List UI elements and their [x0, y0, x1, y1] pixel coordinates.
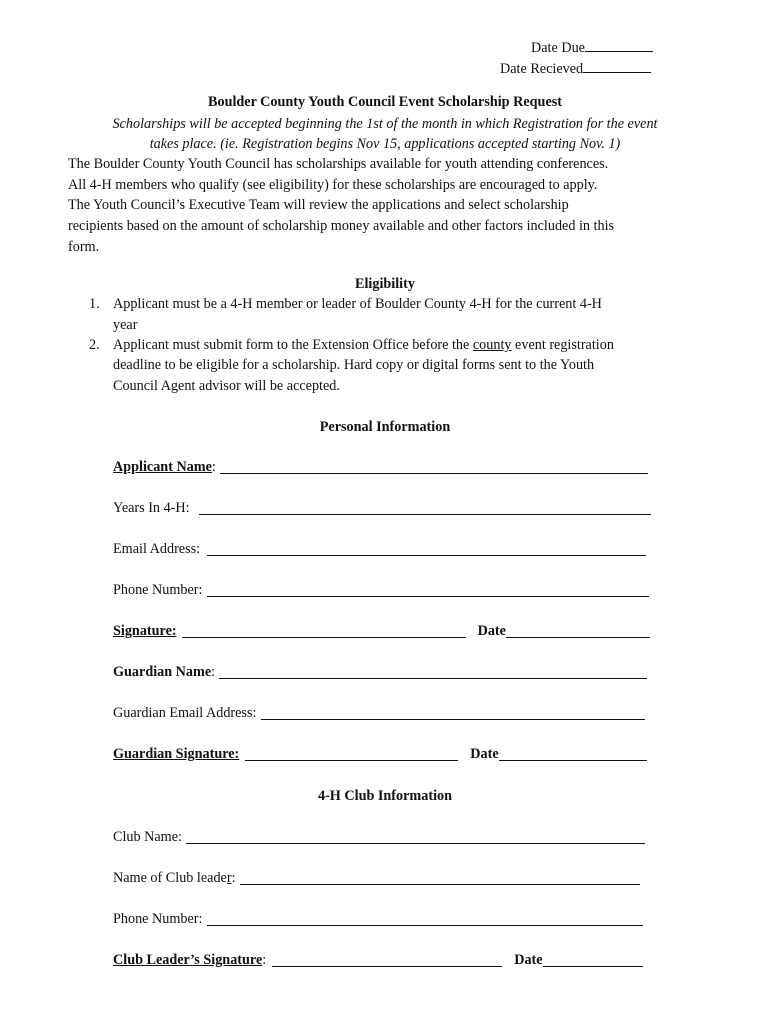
phone-label: Phone Number: — [113, 582, 203, 598]
club-info-heading: 4-H Club Information — [317, 788, 452, 804]
club-leader-name-line[interactable] — [240, 883, 640, 885]
club-name-label: Club Name: — [113, 829, 182, 845]
colon: : — [262, 952, 267, 968]
guardian-signature-label: Guardian Signature: — [113, 746, 240, 762]
date-due-label: Date Due — [531, 40, 585, 56]
club-leader-signature-label: Club Leader’s Signature — [113, 952, 263, 968]
date-due-line[interactable] — [585, 37, 653, 52]
underlined-letter: r — [226, 870, 232, 886]
personal-info-heading: Personal Information — [319, 419, 451, 435]
intro-line: The Youth Council’s Executive Team will review the applications and select scholarship — [68, 197, 569, 213]
club-leader-date-line[interactable] — [543, 965, 643, 967]
text-segment: event registration — [511, 337, 614, 353]
date-received-line[interactable] — [583, 58, 651, 73]
applicant-name-field[interactable] — [113, 459, 648, 476]
colon: : — [211, 664, 216, 680]
eligibility-item-2-line-3: Council Agent advisor will be accepted. — [113, 378, 340, 394]
signature-date-line[interactable] — [506, 636, 650, 638]
guardian-signature-field[interactable] — [113, 746, 647, 763]
email-line[interactable] — [207, 554, 646, 556]
years-label: Years In 4-H: — [113, 500, 190, 516]
eligibility-item-2-line-2: deadline to be eligible for a scholarship. Hard copy or digital forms sent to the Youth — [113, 357, 595, 373]
date-received-label: Date Recieved — [500, 61, 584, 77]
list-number: 2. — [89, 337, 100, 353]
club-phone-line[interactable] — [207, 924, 643, 926]
intro-line: recipients based on the amount of scholarship money available and other factors included in this — [68, 218, 615, 234]
intro-line: All 4-H members who qualify (see eligibility) for these scholarships are encouraged to apply. — [68, 177, 598, 193]
underlined-word: county — [472, 337, 512, 353]
list-number: 1. — [89, 296, 100, 312]
email-label: Email Address: — [113, 541, 201, 557]
guardian-signature-line[interactable] — [245, 759, 458, 761]
document-title: Boulder County Youth Council Event Scholarship Request — [208, 94, 562, 110]
guardian-email-line[interactable] — [261, 718, 645, 720]
date-due-field[interactable] — [531, 37, 653, 57]
signature-line[interactable] — [182, 636, 466, 638]
club-leader-signature-field[interactable] — [113, 952, 643, 969]
guardian-date-label: Date — [470, 746, 499, 762]
signature-date-label: Date — [477, 623, 506, 639]
guardian-name-line[interactable] — [219, 677, 647, 679]
email-field[interactable] — [113, 541, 646, 558]
signature-label: Signature: — [113, 623, 177, 639]
guardian-name-field[interactable] — [113, 664, 647, 681]
intro-line: form. — [68, 239, 100, 255]
guardian-date-line[interactable] — [499, 759, 647, 761]
club-phone-field[interactable] — [113, 911, 643, 928]
eligibility-item-2-line-1 — [113, 337, 614, 354]
applicant-name-line[interactable] — [220, 472, 648, 474]
phone-line[interactable] — [207, 595, 649, 597]
guardian-name-label: Guardian Name — [113, 664, 212, 680]
text-segment: Name of Club leade — [113, 870, 227, 886]
club-phone-label: Phone Number: — [113, 911, 203, 927]
eligibility-item-1-line-1: Applicant must be a 4-H member or leader of Boulder County 4-H for the current 4-H — [113, 296, 602, 312]
text-segment: : — [231, 870, 236, 886]
club-leader-signature-line[interactable] — [272, 965, 502, 967]
note-line-2: takes place. (ie. Registration begins Nov 15, applications accepted starting Nov. 1) — [149, 136, 621, 152]
applicant-name-label: Applicant Name — [113, 459, 212, 475]
club-name-line[interactable] — [186, 842, 645, 844]
intro-line: The Boulder County Youth Council has scholarships available for youth attending conferences. — [68, 156, 609, 172]
signature-field[interactable] — [113, 623, 650, 640]
club-leader-name-field[interactable] — [113, 870, 640, 887]
guardian-email-label: Guardian Email Address: — [113, 705, 257, 721]
eligibility-heading: Eligibility — [355, 276, 415, 292]
note-line-1: Scholarships will be accepted beginning the 1st of the month in which Registration for the event — [112, 116, 658, 132]
years-line[interactable] — [199, 513, 651, 515]
guardian-email-field[interactable] — [113, 705, 645, 722]
eligibility-item-1-line-2: year — [113, 317, 138, 333]
club-leader-date-label: Date — [514, 952, 543, 968]
club-name-field[interactable] — [113, 829, 645, 846]
colon: : — [211, 459, 216, 475]
years-in-4h-field[interactable] — [113, 500, 651, 517]
date-received-field[interactable] — [500, 58, 651, 78]
club-leader-name-label — [113, 870, 236, 887]
phone-field[interactable] — [113, 582, 649, 599]
text-segment: Applicant must submit form to the Extension Office before the — [113, 337, 473, 353]
